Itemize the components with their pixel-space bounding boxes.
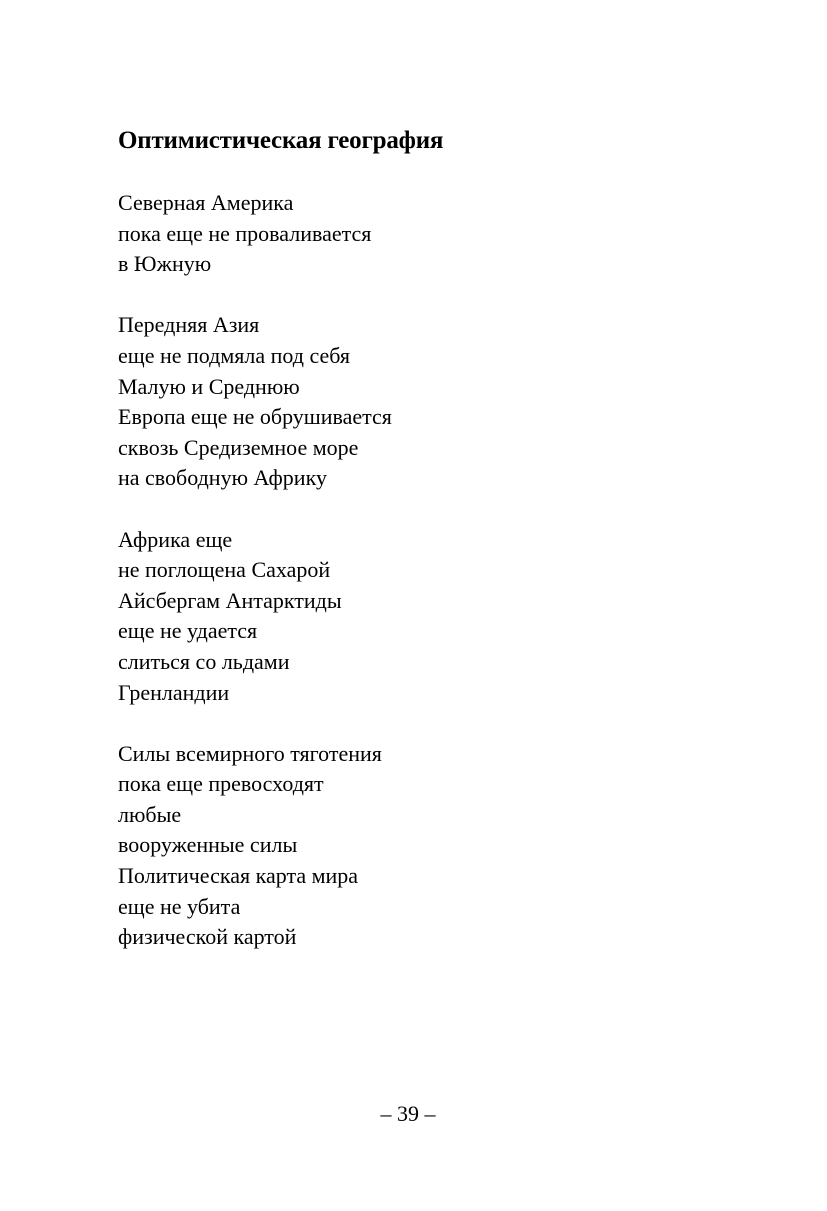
stanza — [118, 525, 718, 709]
poem-body — [118, 188, 718, 953]
poem-line: Политическая карта мира — [118, 863, 359, 889]
poem-line: слиться со льдами — [118, 648, 290, 674]
poem-line: Силы всемирного тяготения — [118, 740, 382, 766]
poem-line: не поглощена Сахарой — [118, 557, 331, 583]
poem-line: пока еще не проваливается — [118, 220, 372, 246]
poem-line: еще не подмяла под себя — [118, 342, 351, 368]
poem-line: сквозь Средиземное море — [118, 434, 359, 460]
poem-line: в Южную — [118, 251, 212, 277]
poem-line: Гренландии — [118, 679, 230, 705]
poem-line: Европа еще не обрушивается — [118, 404, 392, 430]
poem-line: на свободную Африку — [118, 465, 327, 491]
stanza — [118, 739, 718, 953]
poem-title: Оптимистическая география — [118, 127, 444, 154]
poem-line: Африка еще — [118, 526, 233, 552]
poem-line: физической картой — [118, 924, 297, 950]
stanza — [118, 310, 718, 494]
poem-line: Малую и Среднюю — [118, 373, 300, 399]
poem-line: Передняя Азия — [118, 312, 260, 338]
poem-line: пока еще превосходят — [118, 771, 324, 797]
stanza — [118, 188, 718, 280]
poem-line: еще не удается — [118, 618, 258, 644]
poem-line: Айсбергам Антарктиды — [118, 587, 342, 613]
page-number: – 39 – — [380, 1101, 436, 1126]
poem-line: еще не убита — [118, 893, 241, 919]
poem-line: вооруженные силы — [118, 832, 298, 858]
poem-line: любые — [118, 801, 182, 827]
poem-line: Северная Америка — [118, 190, 294, 215]
